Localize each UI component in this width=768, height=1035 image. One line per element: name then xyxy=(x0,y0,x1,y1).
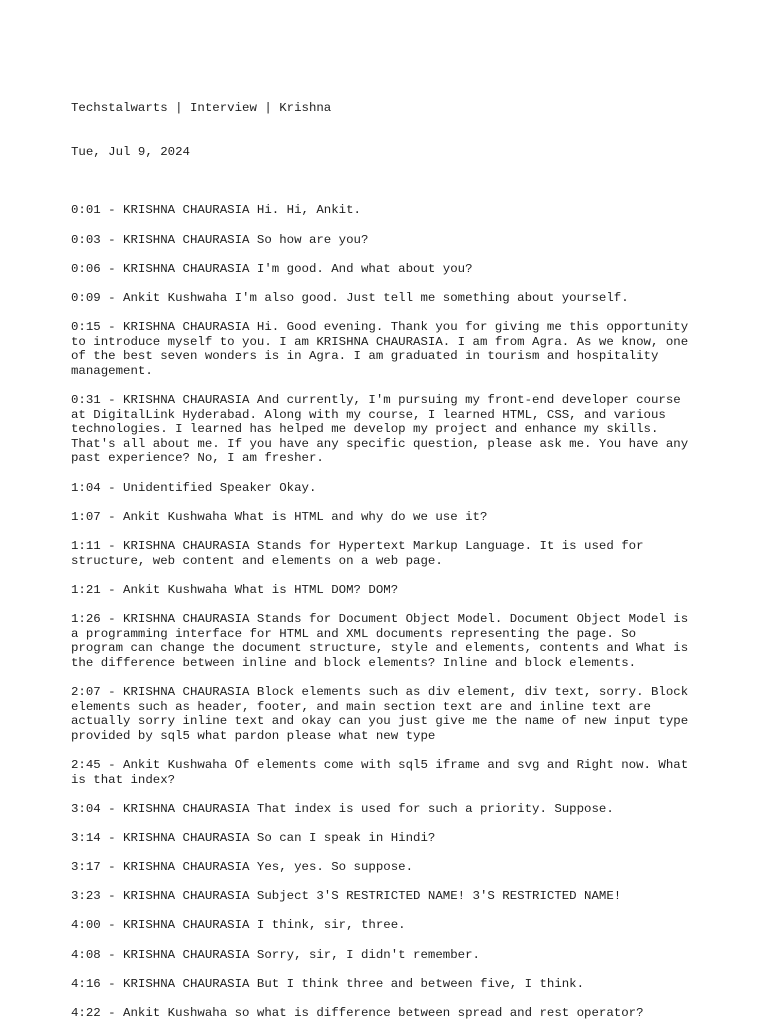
document-title: Techstalwarts | Interview | Krishna xyxy=(71,101,332,116)
transcript-entry: 4:22 - Ankit Kushwaha so what is difference between spread and rest operator? xyxy=(71,1006,644,1020)
transcript-entry: 2:45 - Ankit Kushwaha Of elements come with sql5 iframe and svg and Right now. What is that index? xyxy=(71,757,689,787)
document-date: Tue, Jul 9, 2024 xyxy=(71,144,190,159)
transcript-entry: 1:07 - Ankit Kushwaha What is HTML and why do we use it? xyxy=(71,509,488,524)
transcript-entries xyxy=(71,203,711,1020)
transcript-page xyxy=(71,72,711,1035)
transcript-entry: 1:04 - Unidentified Speaker Okay. xyxy=(71,480,317,495)
transcript-entry: 3:14 - KRISHNA CHAURASIA So can I speak in Hindi? xyxy=(71,830,436,845)
transcript-entry: 4:16 - KRISHNA CHAURASIA But I think three and between five, I think. xyxy=(71,976,585,991)
transcript-entry: 0:09 - Ankit Kushwaha I'm also good. Just tell me something about yourself. xyxy=(71,290,629,305)
transcript-entry: 4:00 - KRISHNA CHAURASIA I think, sir, three. xyxy=(71,918,406,933)
transcript-entry: 1:21 - Ankit Kushwaha What is HTML DOM? DOM? xyxy=(71,582,399,597)
transcript-entry: 0:06 - KRISHNA CHAURASIA I'm good. And what about you? xyxy=(71,261,473,276)
transcript-entry: 1:11 - KRISHNA CHAURASIA Stands for Hypertext Markup Language. It is used for structure, web content and elements on a web page. xyxy=(71,539,644,568)
transcript-entry: 2:07 - KRISHNA CHAURASIA Block elements such as div element, div text, sorry. Block elements such as header, footer, and main section text are and inline text are actually sorry inline text and okay can you just give me the name of new input type provided by sql5 what pardon please what new type xyxy=(71,684,689,743)
transcript-entry: 3:23 - KRISHNA CHAURASIA Subject 3'S RESTRICTED NAME! 3'S RESTRICTED NAME! xyxy=(71,889,622,904)
transcript-entry: 3:17 - KRISHNA CHAURASIA Yes, yes. So suppose. xyxy=(71,860,414,875)
transcript-entry: 0:15 - KRISHNA CHAURASIA Hi. Good evening. Thank you for giving me this opportunity to introduce myself to you. I am KRISHNA CHAURASIA. I am from Agra. As we know, one of the best seven wonders is in Agra. I am graduated in tourism and hospitality management. xyxy=(71,320,689,378)
transcript-entry: 1:26 - KRISHNA CHAURASIA Stands for Document Object Model. Document Object Model is a programming interface for HTML and XML documents representing the page. So program can change the document structure, style and elements, contents and What is the difference between inline and block elements? Inline and block elements. xyxy=(71,611,689,670)
transcript-entry: 0:31 - KRISHNA CHAURASIA And currently, I'm pursuing my front-end developer course at DigitalLink Hyderabad. Along with my course, I learned HTML, CSS, and various technologies. I learned has helped me develop my project and enhance my skills. That's all about me. If you have any specific question, please ask me. You have any past experience? No, I am fresher. xyxy=(71,393,689,466)
transcript-entry: 0:01 - KRISHNA CHAURASIA Hi. Hi, Ankit. xyxy=(71,203,361,218)
transcript-entry: 0:03 - KRISHNA CHAURASIA So how are you? xyxy=(71,232,369,247)
transcript-entry: 4:08 - KRISHNA CHAURASIA Sorry, sir, I didn't remember. xyxy=(71,947,480,962)
transcript-entry: 3:04 - KRISHNA CHAURASIA That index is used for such a priority. Suppose. xyxy=(71,801,614,816)
